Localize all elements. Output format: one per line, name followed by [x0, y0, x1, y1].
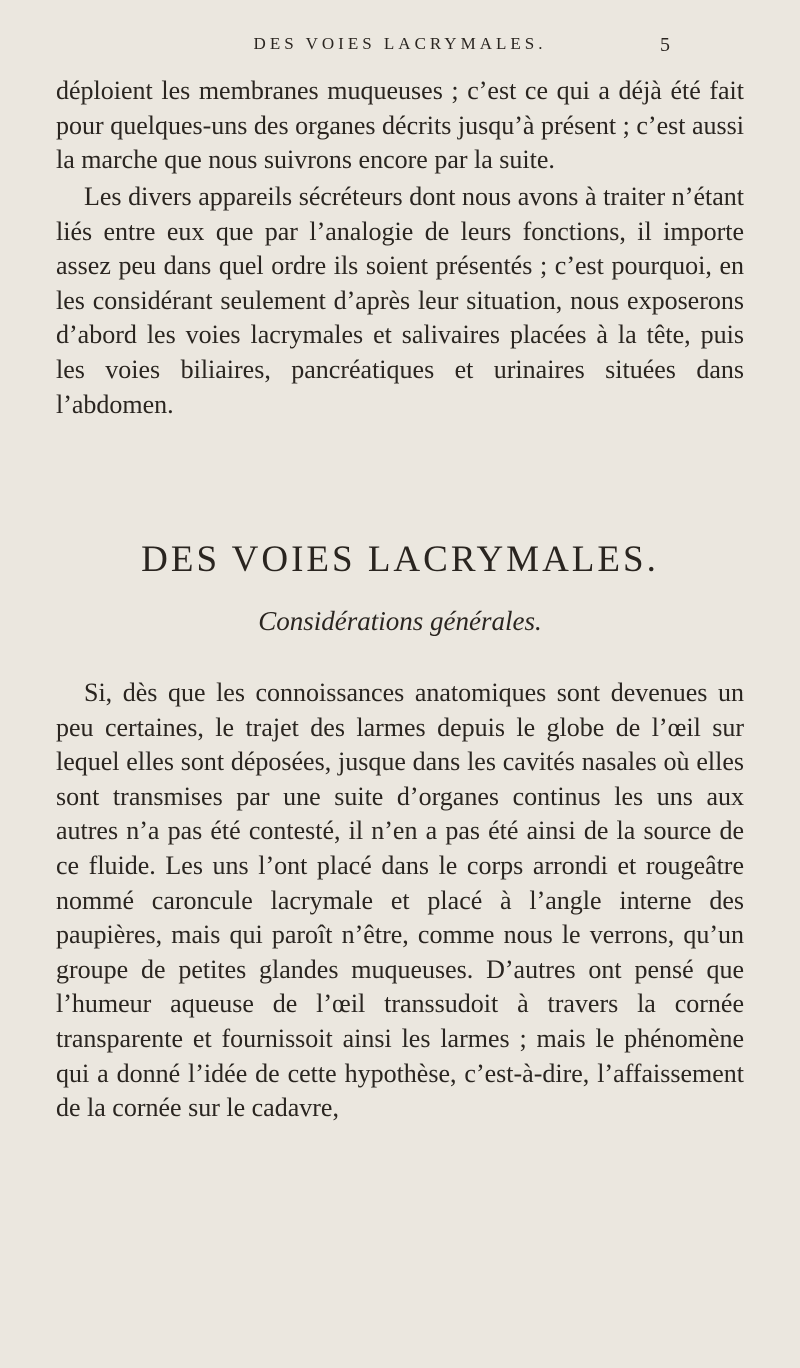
running-head: DES VOIES LACRYMALES.	[253, 34, 547, 53]
paragraph-intro-text: Les divers appareils sécréteurs dont nous avons à traiter n’étant liés entre eux que par l’analogie de leurs fonctions, il importe assez peu dans quel ordre ils soient présentés ; c’est pourquoi, en les considérant seulement d’après leur situation, nous exposerons d’abord les voies lacrymales et salivaires placées à la tête, puis les voies biliaires, pancréatiques et urinaires situées dans l’abdomen.	[56, 182, 744, 419]
paragraph-intro	[56, 180, 744, 422]
paragraph-continuation-text: déploient les membranes muqueuses ; c’est ce qui a déjà été fait pour quelques-uns des organes décrits jusqu’à présent ; c’est aussi la marche que nous suivrons encore par la suite.	[56, 76, 744, 175]
section-subtitle: Considérations générales.	[258, 606, 542, 636]
section-title: DES VOIES LACRYMALES.	[141, 539, 659, 580]
page-header	[0, 34, 800, 64]
paragraph-section	[56, 676, 744, 1126]
page-number: 5	[660, 34, 670, 56]
paragraph-section-text: Si, dès que les connoissances anatomiques sont devenues un peu certaines, le trajet des larmes depuis le globe de l’œil sur lequel elles sont déposées, jusque dans les cavités nasales où elles sont transmises par une suite d’organes continus les uns aux autres n’a pas été contesté, il n’en a pas été ainsi de la source de ce fluide. Les uns l’ont placé dans le corps arrondi et rougeâtre nommé caroncule lacrymale et placé à l’angle interne des paupières, mais qui paroît n’être, comme nous le verrons, qu’un groupe de petites glandes muqueuses. D’autres ont pensé que l’humeur aqueuse de l’œil transsudoit à travers la cornée transparente et fournissoit ainsi les larmes ; mais le phénomène qui a donné l’idée de cette hypothèse, c’est-à-dire, l’affaissement de la cornée sur le cadavre,	[56, 678, 744, 1123]
paragraph-continuation	[56, 74, 744, 178]
